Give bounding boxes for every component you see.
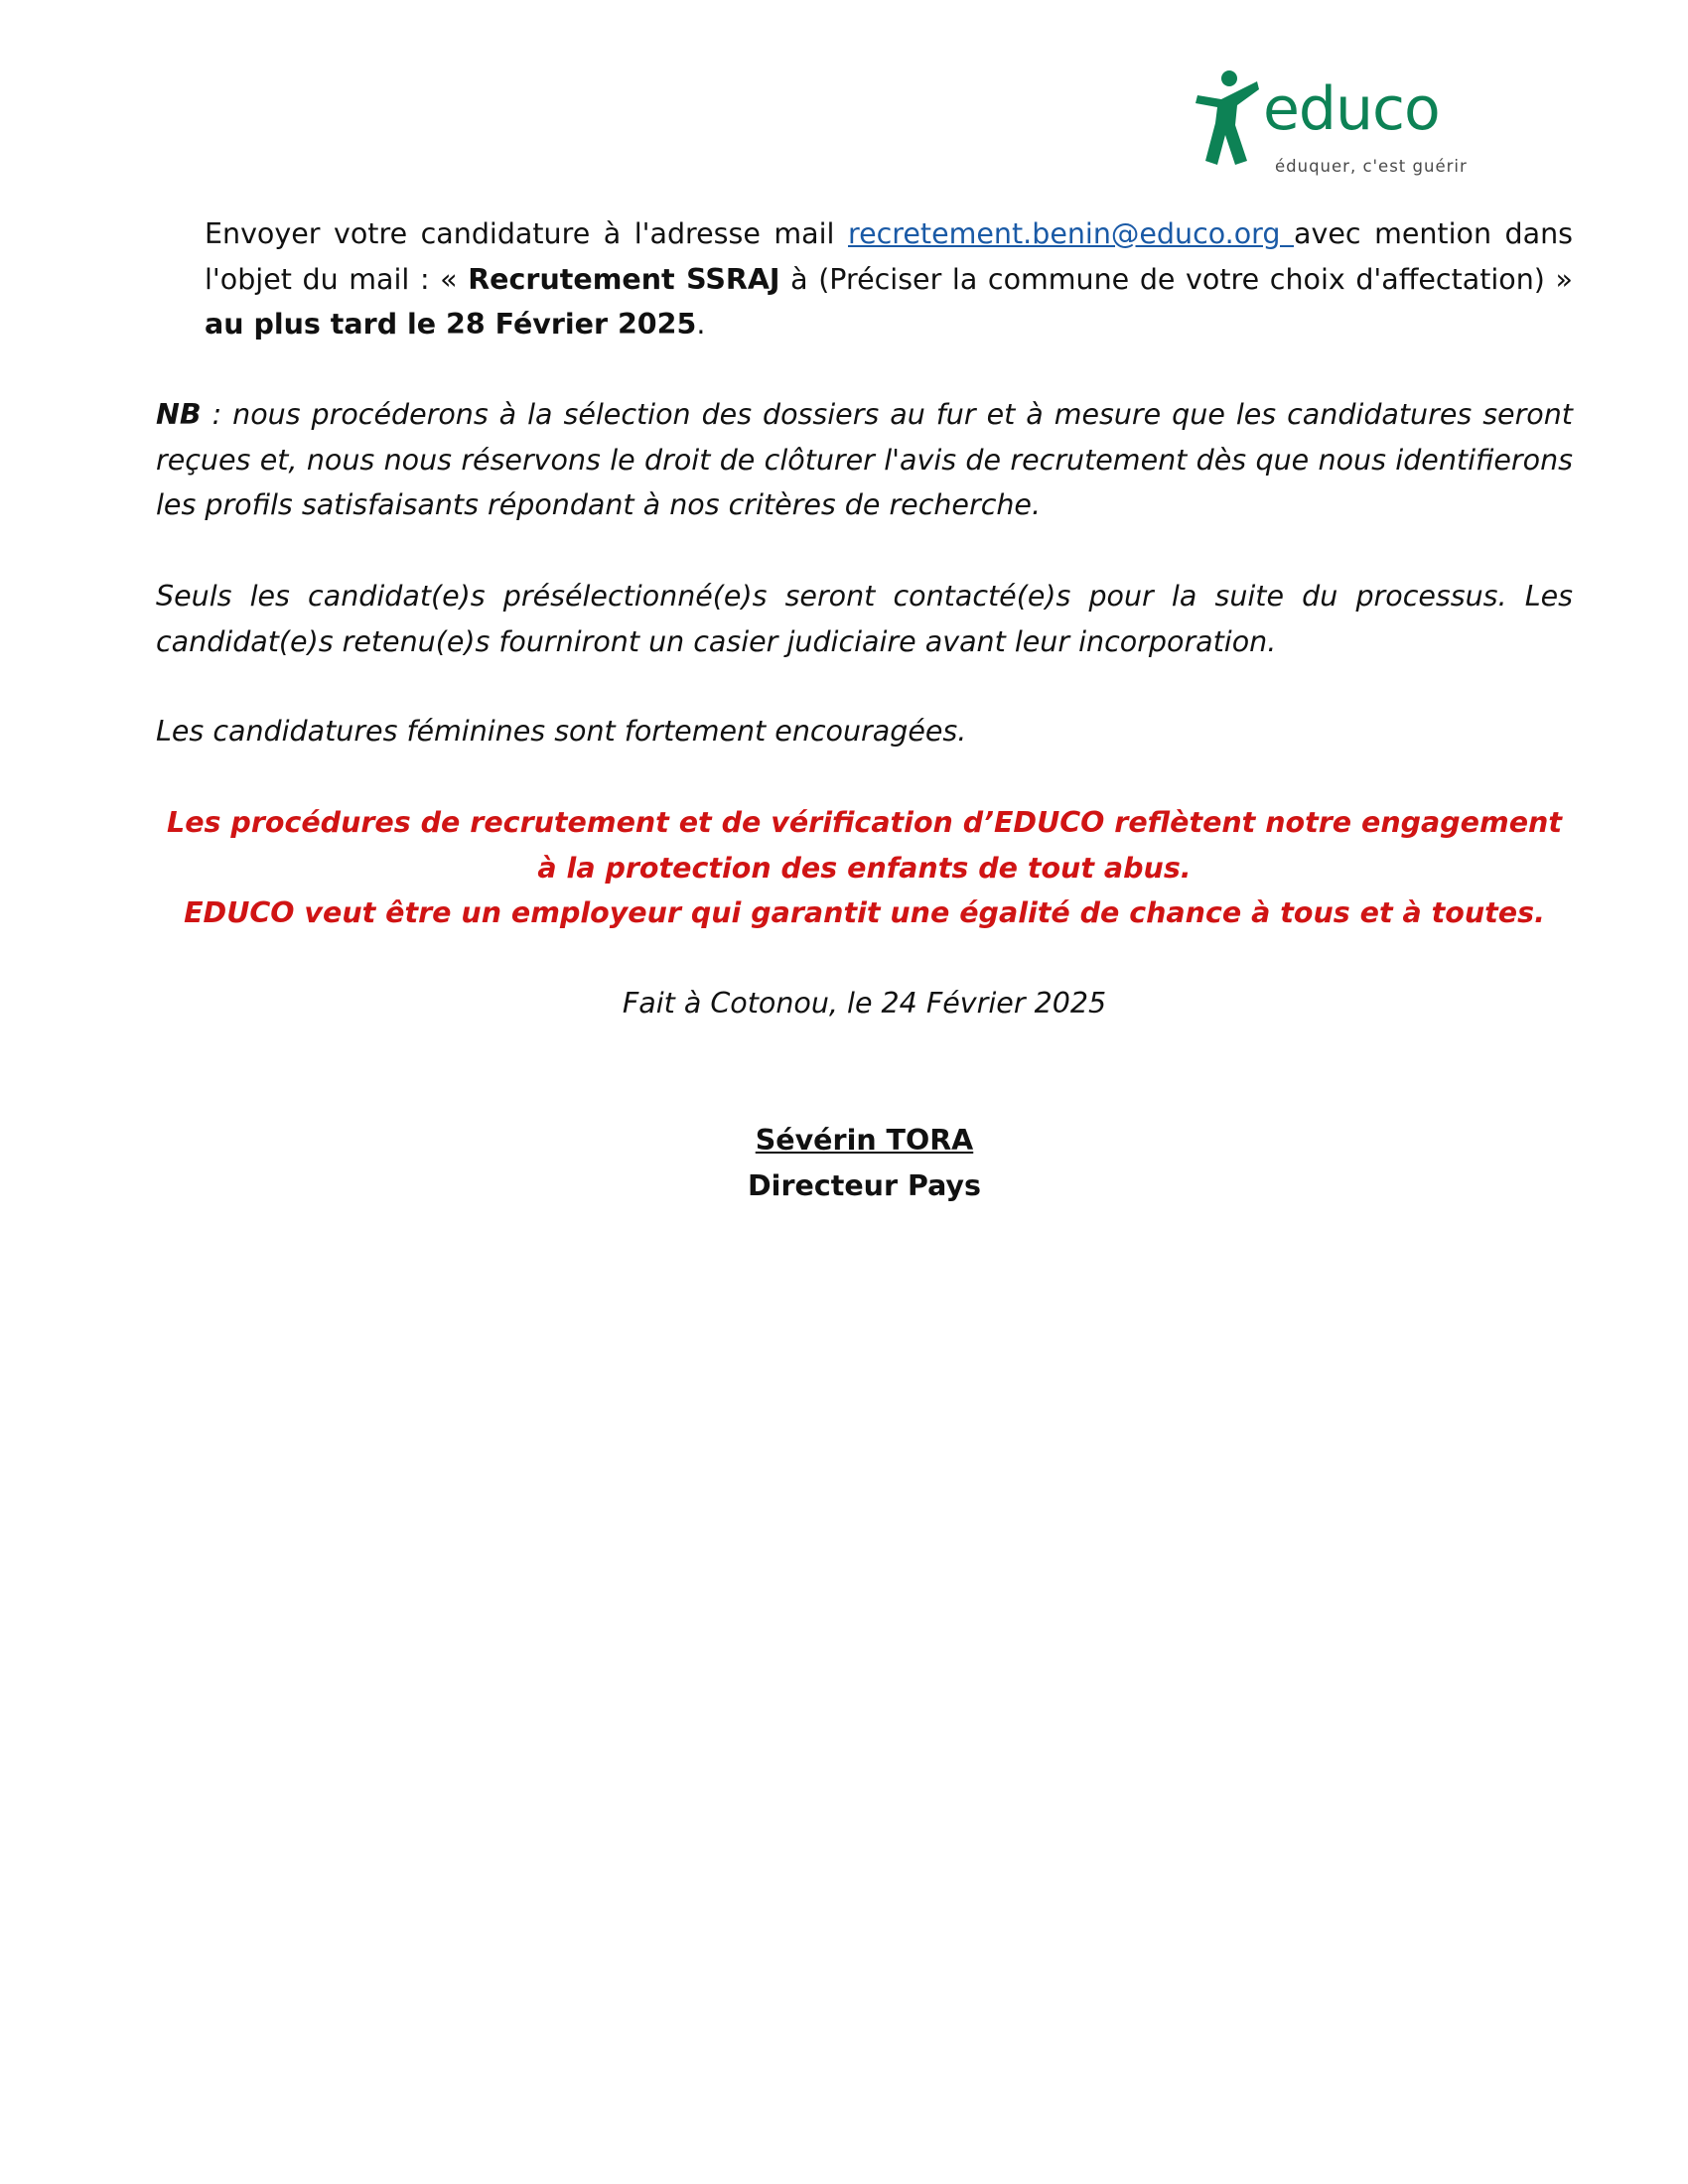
signer-name: [156, 1118, 1573, 1163]
shortlist-note: Seuls les candidat(e)s présélectionné(e)s seront contacté(e)s pour la suite du processus. Les candidat(e)s retenu(e)s fourniront un casier judiciaire avant leur incorporation.: [156, 580, 1573, 658]
commitment-line-2: EDUCO veut être un employeur qui garantit une égalité de chance à tous et à toutes.: [184, 896, 1545, 929]
application-instructions: [205, 211, 1573, 347]
apply-commune-text: à (Préciser la commune de votre choix d'affectation) »: [779, 262, 1573, 296]
logo-tagline: éduquer, c'est guérir: [1275, 157, 1468, 176]
email-link[interactable]: recretement.benin@educo.org: [848, 217, 1295, 250]
nb-paragraph: [156, 392, 1573, 528]
apply-mid-text: avec mention dans l'objet du mail : «: [205, 217, 1573, 296]
signer-title: Directeur Pays: [748, 1169, 981, 1202]
nb-text: : nous procéderons à la sélection des dossiers au fur et à mesure que les candidatures seront reçues et, nous nous réservons le droit de clôturer l'avis de recrutement dès que nous identifierons les profils satisfaisants répondant à nos critères de recherche.: [156, 398, 1573, 521]
child-protection-commitment: [156, 800, 1573, 936]
place-and-date: Fait à Cotonou, le 24 Février 2025: [622, 987, 1107, 1020]
apply-end: .: [696, 308, 706, 341]
person-figure-icon: [1192, 69, 1261, 169]
signer-name-text: Sévérin TORA: [755, 1124, 974, 1157]
nb-label: NB: [156, 398, 202, 431]
mail-subject: Recrutement SSRAJ: [468, 262, 780, 296]
deadline: au plus tard le 28 Février 2025: [205, 308, 697, 341]
female-candidates-note: Les candidatures féminines sont fortement encouragées.: [156, 715, 967, 748]
apply-lead-text: Envoyer votre candidature à l'adresse mail: [205, 217, 848, 250]
logo-wordmark: educo: [1263, 74, 1440, 144]
commitment-line-1: Les procédures de recrutement et de vérification d’EDUCO reflètent notre engagement à la protection des enfants de tout abus.: [167, 806, 1562, 885]
educo-logo: [1192, 69, 1509, 184]
